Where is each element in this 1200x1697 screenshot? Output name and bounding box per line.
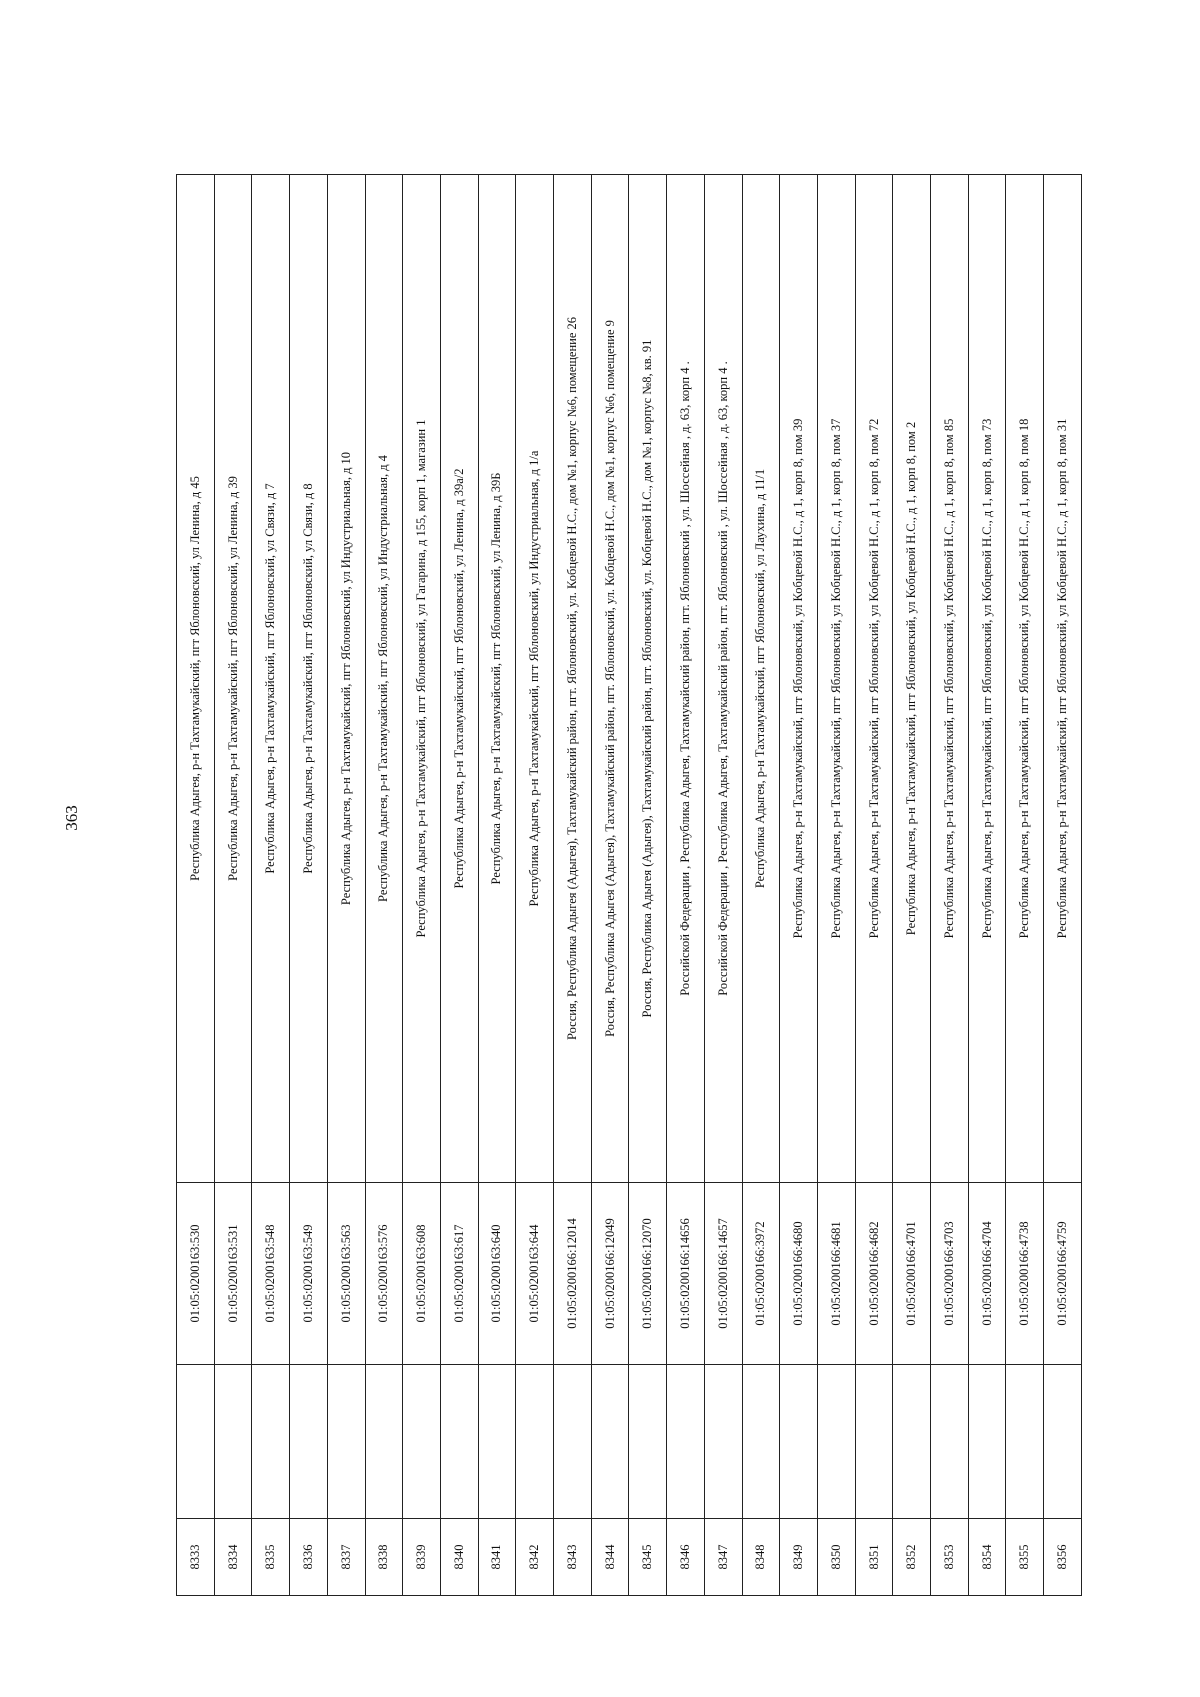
row-number-cell: 8345 <box>629 1519 667 1596</box>
empty-cell <box>704 1365 742 1519</box>
address-cell: Республика Адыгея, р-н Тахтамукайский, пгт Яблоновский, ул Кобцевой Н.С., д 1, корп 8, пом 73 <box>968 175 1006 1183</box>
cadastral-number-cell: 01:05:0200163:640 <box>478 1183 516 1365</box>
row-number-cell: 8342 <box>516 1519 554 1596</box>
table-row <box>516 175 554 1596</box>
row-number-cell: 8338 <box>365 1519 403 1596</box>
cadastral-number-cell: 01:05:0200163:576 <box>365 1183 403 1365</box>
row-number-cell: 8347 <box>704 1519 742 1596</box>
cadastral-number-cell: 01:05:0200166:3972 <box>742 1183 780 1365</box>
address-cell: Республика Адыгея, р-н Тахтамукайский, пгт Яблоновский, ул Индустриальная, д 4 <box>365 175 403 1183</box>
row-number-cell: 8333 <box>177 1519 215 1596</box>
row-number-cell: 8348 <box>742 1519 780 1596</box>
table-row <box>591 175 629 1596</box>
address-cell: Республика Адыгея, р-н Тахтамукайский, пгт Яблоновский, ул Ленина, д 39Б <box>478 175 516 1183</box>
table-row <box>1044 175 1082 1596</box>
address-cell: Республика Адыгея, р-н Тахтамукайский, пгт Яблоновский, ул Кобцевой Н.С., д 1, корп 8, пом 31 <box>1044 175 1082 1183</box>
cadastral-number-cell: 01:05:0200166:12014 <box>554 1183 592 1365</box>
empty-cell <box>214 1365 252 1519</box>
row-number-cell: 8344 <box>591 1519 629 1596</box>
table-row <box>780 175 818 1596</box>
empty-cell <box>817 1365 855 1519</box>
table-row <box>1006 175 1044 1596</box>
empty-cell <box>516 1365 554 1519</box>
row-number-cell: 8354 <box>968 1519 1006 1596</box>
address-cell: Россия, Республика Адыгея (Адыгея), Тахтамукайский район, пгт. Яблоновский, ул. Кобцевой Н.С., дом №1, корпус №6, помещение 9 <box>591 175 629 1183</box>
address-cell: Республика Адыгея, р-н Тахтамукайский, пгт Яблоновский, ул Кобцевой Н.С., д 1, корп 8, пом 39 <box>780 175 818 1183</box>
table-row <box>968 175 1006 1596</box>
cadastral-number-cell: 01:05:0200163:563 <box>327 1183 365 1365</box>
address-cell: Республика Адыгея, р-н Тахтамукайский, пгт Яблоновский, ул Гагарина, д 155, корп 1, магазин 1 <box>403 175 441 1183</box>
empty-cell <box>478 1365 516 1519</box>
address-cell: Республика Адыгея, р-н Тахтамукайский, пгт Яблоновский, ул Ленина, д 39а/2 <box>440 175 478 1183</box>
cadastral-number-cell: 01:05:0200166:4680 <box>780 1183 818 1365</box>
registry-table-body <box>177 175 1082 1596</box>
cadastral-number-cell: 01:05:0200166:14657 <box>704 1183 742 1365</box>
row-number-cell: 8339 <box>403 1519 441 1596</box>
table-row <box>893 175 931 1596</box>
table-row <box>554 175 592 1596</box>
cadastral-number-cell: 01:05:0200163:644 <box>516 1183 554 1365</box>
empty-cell <box>629 1365 667 1519</box>
address-cell: Республика Адыгея, р-н Тахтамукайский, пгт Яблоновский, ул Кобцевой Н.С., д 1, корп 8, пом 72 <box>855 175 893 1183</box>
empty-cell <box>931 1365 969 1519</box>
table-row <box>629 175 667 1596</box>
address-cell: Россия, Республика Адыгея (Адыгея), Тахтамукайский район, пгт. Яблоновский, ул. Кобцевой Н.С., дом №1, корпус №8, кв. 91 <box>629 175 667 1183</box>
cadastral-number-cell: 01:05:0200166:4759 <box>1044 1183 1082 1365</box>
empty-cell <box>554 1365 592 1519</box>
address-cell: Республика Адыгея, р-н Тахтамукайский, пгт Яблоновский, ул Индустриальная, д 10 <box>327 175 365 1183</box>
cadastral-number-cell: 01:05:0200163:548 <box>252 1183 290 1365</box>
empty-cell <box>177 1365 215 1519</box>
cadastral-number-cell: 01:05:0200166:4738 <box>1006 1183 1044 1365</box>
empty-cell <box>327 1365 365 1519</box>
table-row <box>440 175 478 1596</box>
empty-cell <box>667 1365 705 1519</box>
table-row <box>478 175 516 1596</box>
cadastral-number-cell: 01:05:0200166:4703 <box>931 1183 969 1365</box>
empty-cell <box>742 1365 780 1519</box>
cadastral-number-cell: 01:05:0200166:4682 <box>855 1183 893 1365</box>
row-number-cell: 8343 <box>554 1519 592 1596</box>
address-cell: Республика Адыгея, р-н Тахтамукайский, пгт Яблоновский, ул Кобцевой Н.С., д 1, корп 8, пом 18 <box>1006 175 1044 1183</box>
cadastral-number-cell: 01:05:0200163:530 <box>177 1183 215 1365</box>
cadastral-number-cell: 01:05:0200166:4704 <box>968 1183 1006 1365</box>
empty-cell <box>855 1365 893 1519</box>
address-cell: Республика Адыгея, р-н Тахтамукайский, пгт Яблоновский, ул Кобцевой Н.С., д 1, корп 8, пом 2 <box>893 175 931 1183</box>
address-cell: Республика Адыгея, р-н Тахтамукайский, пгт Яблоновский, ул Связи, д 8 <box>290 175 328 1183</box>
empty-cell <box>252 1365 290 1519</box>
table-row <box>667 175 705 1596</box>
empty-cell <box>403 1365 441 1519</box>
cadastral-number-cell: 01:05:0200166:4681 <box>817 1183 855 1365</box>
table-row <box>252 175 290 1596</box>
registry-table <box>176 174 1082 1596</box>
cadastral-number-cell: 01:05:0200166:12049 <box>591 1183 629 1365</box>
address-cell: Республика Адыгея, р-н Тахтамукайский, пгт Яблоновский, ул Лаухина, д 11/1 <box>742 175 780 1183</box>
address-cell: Республика Адыгея, р-н Тахтамукайский, пгт Яблоновский, ул Индустриальная, д 1/а <box>516 175 554 1183</box>
row-number-cell: 8335 <box>252 1519 290 1596</box>
row-number-cell: 8349 <box>780 1519 818 1596</box>
cadastral-number-cell: 01:05:0200166:12070 <box>629 1183 667 1365</box>
table-row <box>817 175 855 1596</box>
row-number-cell: 8340 <box>440 1519 478 1596</box>
cadastral-number-cell: 01:05:0200163:549 <box>290 1183 328 1365</box>
table-row <box>290 175 328 1596</box>
table-row <box>742 175 780 1596</box>
empty-cell <box>968 1365 1006 1519</box>
table-row <box>931 175 969 1596</box>
row-number-cell: 8341 <box>478 1519 516 1596</box>
empty-cell <box>1006 1365 1044 1519</box>
row-number-cell: 8355 <box>1006 1519 1044 1596</box>
address-cell: Россия, Республика Адыгея (Адыгея), Тахтамукайский район, пгт. Яблоновский, ул. Кобцевой Н.С., дом №1, корпус №6, помещение 26 <box>554 175 592 1183</box>
table-row <box>177 175 215 1596</box>
empty-cell <box>365 1365 403 1519</box>
row-number-cell: 8337 <box>327 1519 365 1596</box>
cadastral-number-cell: 01:05:0200166:14656 <box>667 1183 705 1365</box>
row-number-cell: 8346 <box>667 1519 705 1596</box>
empty-cell <box>893 1365 931 1519</box>
cadastral-number-cell: 01:05:0200166:4701 <box>893 1183 931 1365</box>
row-number-cell: 8350 <box>817 1519 855 1596</box>
empty-cell <box>290 1365 328 1519</box>
row-number-cell: 8352 <box>893 1519 931 1596</box>
table-row <box>403 175 441 1596</box>
empty-cell <box>780 1365 818 1519</box>
address-cell: Республика Адыгея, р-н Тахтамукайский, пгт Яблоновский, ул Ленина, д 39 <box>214 175 252 1183</box>
table-row <box>365 175 403 1596</box>
row-number-cell: 8336 <box>290 1519 328 1596</box>
table-row <box>855 175 893 1596</box>
table-row <box>214 175 252 1596</box>
cadastral-number-cell: 01:05:0200163:608 <box>403 1183 441 1365</box>
row-number-cell: 8334 <box>214 1519 252 1596</box>
address-cell: Республика Адыгея, р-н Тахтамукайский, пгт Яблоновский, ул Ленина, д 45 <box>177 175 215 1183</box>
row-number-cell: 8351 <box>855 1519 893 1596</box>
row-number-cell: 8356 <box>1044 1519 1082 1596</box>
row-number-cell: 8353 <box>931 1519 969 1596</box>
cadastral-number-cell: 01:05:0200163:617 <box>440 1183 478 1365</box>
empty-cell <box>591 1365 629 1519</box>
address-cell: Республика Адыгея, р-н Тахтамукайский, пгт Яблоновский, ул Кобцевой Н.С., д 1, корп 8, пом 85 <box>931 175 969 1183</box>
address-cell: Республика Адыгея, р-н Тахтамукайский, пгт Яблоновский, ул Связи, д 7 <box>252 175 290 1183</box>
empty-cell <box>440 1365 478 1519</box>
address-cell: Республика Адыгея, р-н Тахтамукайский, пгт Яблоновский, ул Кобцевой Н.С., д 1, корп 8, пом 37 <box>817 175 855 1183</box>
empty-cell <box>1044 1365 1082 1519</box>
cadastral-number-cell: 01:05:0200163:531 <box>214 1183 252 1365</box>
page-number: 363 <box>62 805 81 831</box>
table-row <box>327 175 365 1596</box>
address-cell: Российской Федерации , Республика Адыгея, Тахтамукайский район, пгт. Яблоновский , ул. Шоссейная , д. 63, корп 4 . <box>704 175 742 1183</box>
address-cell: Российской Федерации , Республика Адыгея, Тахтамукайский район, пгт. Яблоновский , ул. Шоссейная , д. 63, корп 4 . <box>667 175 705 1183</box>
table-row <box>704 175 742 1596</box>
rotated-table-container <box>176 174 1082 1596</box>
